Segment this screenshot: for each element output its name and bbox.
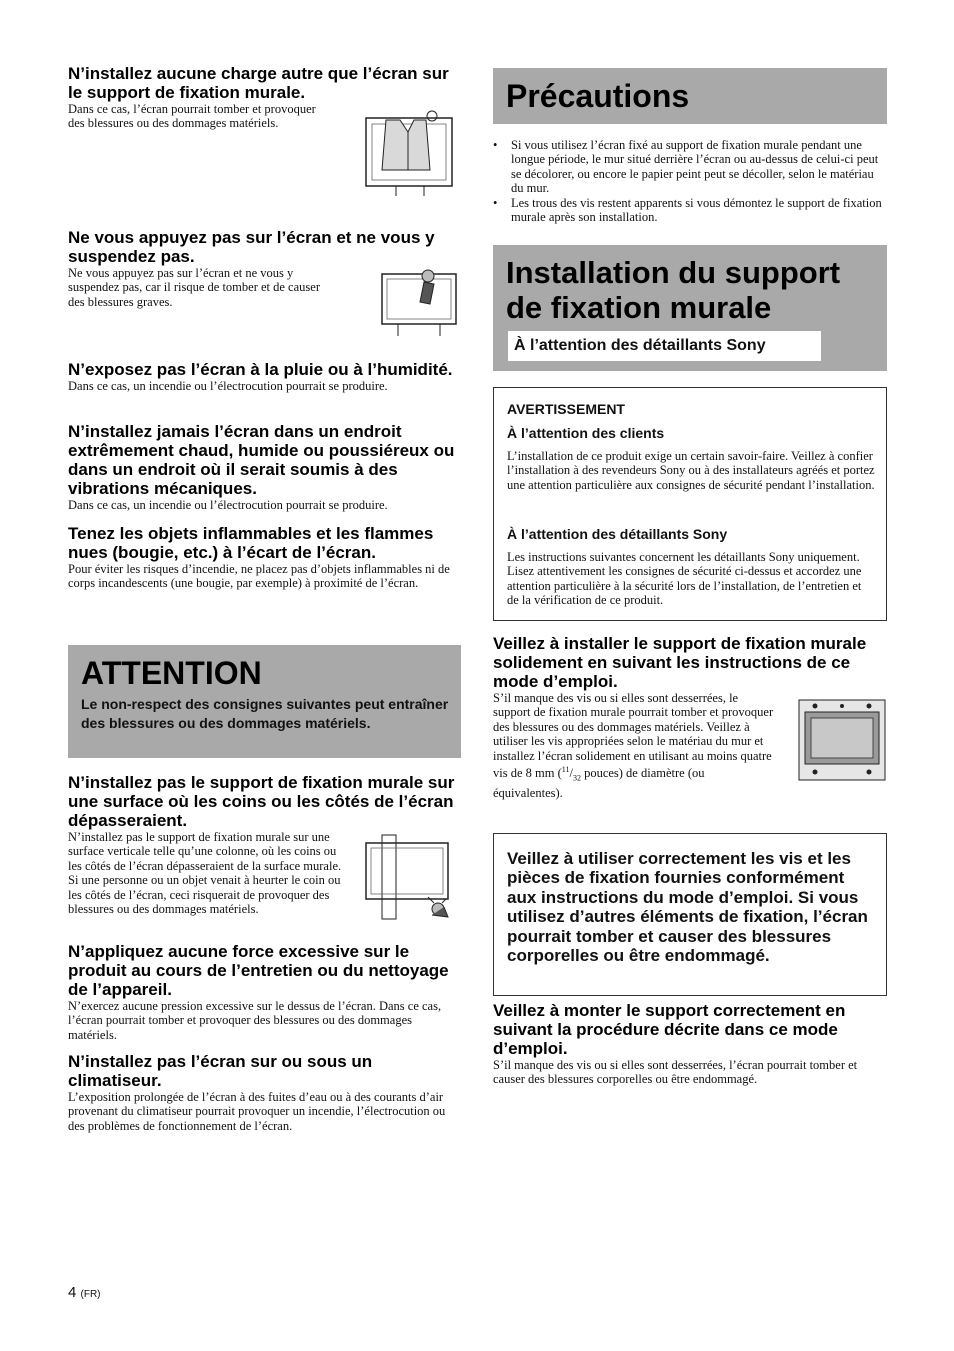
section-body: Dans ce cas, l’écran pourrait tomber et provoquer des blessures ou des dommages matériels. bbox=[68, 102, 316, 131]
section-title: Veillez à installer le support de fixation murale solidement en suivant les instructions de ce mode d’emploi. bbox=[493, 634, 867, 691]
clients-title: À l’attention des clients bbox=[507, 425, 665, 441]
section-body: Pour éviter les risques d’incendie, ne placez pas d’objets inflammables ni de corps incandescents (une bougie, par exemple) à proximité de l’écran. bbox=[68, 562, 450, 591]
section-title: N’exposez pas l’écran à la pluie ou à l’humidité. bbox=[68, 360, 453, 379]
section-title: Ne vous appuyez pas sur l’écran et ne vous y suspendez pas. bbox=[68, 228, 435, 266]
fraction-denominator: 32 bbox=[572, 773, 581, 783]
installation-header bbox=[493, 245, 887, 371]
section-flammable bbox=[68, 524, 460, 591]
corner-collision-illustration bbox=[362, 833, 460, 921]
precautions-title: Précautions bbox=[506, 78, 690, 114]
fraction: $^{11}/_{32}$ bbox=[561, 765, 581, 783]
section-no-overhang bbox=[68, 773, 460, 916]
section-rain bbox=[68, 360, 460, 393]
section-body bbox=[493, 691, 775, 801]
dealers-body: Les instructions suivantes concernent les détaillants Sony uniquement. Lisez attentivement les consignes de sécurité ci-dessus et accordez une attention particulière à la sécurité lors de l’installation, de l’entretien et de la vérification de ce produit. bbox=[507, 550, 862, 608]
section-secure-install bbox=[493, 634, 887, 801]
list-item: • Si vous utilisez l’écran fixé au support de fixation murale pendant une longue période, le mur situé derrière l’écran ou au-dessus de celui-ci peut se décolorer, ou encore le papier peint peut se décoller, selon le matériau du mur. bbox=[493, 138, 887, 196]
clients-body: L’installation de ce produit exige un certain savoir-faire. Veillez à confier l’installation à des revendeurs Sony ou à des installateurs agréés et portez une attention particulière aux consignes de sécurité pendant l’installation. bbox=[507, 449, 875, 492]
section-title: N’installez jamais l’écran dans un endroit extrêmement chaud, humide ou poussiéreux ou dans un endroit où il serait soumis à des vibrations mécaniques. bbox=[68, 422, 455, 498]
section-body: Dans ce cas, un incendie ou l’électrocution pourrait se produire. bbox=[68, 379, 388, 393]
section-body: Ne vous appuyez pas sur l’écran et ne vous y suspendez pas, car il risque de tomber et de causer des blessures graves. bbox=[68, 266, 320, 309]
attention-box bbox=[68, 645, 461, 758]
section-title: N’installez aucune charge autre que l’écran sur le support de fixation murale. bbox=[68, 64, 449, 102]
notice-box bbox=[493, 833, 887, 996]
list-item: • Les trous des vis restent apparents si vous démontez le support de fixation murale après son installation. bbox=[493, 196, 887, 225]
section-body: N’installez pas le support de fixation murale sur une surface verticale telle qu’une colonne, où les coins ou les côtés de l’écran dépasseraient de la surface murale. Si une personne ou un objet venait à heurter le coin ou les côtés de l’écran, ceci risquerait de provoquer des blessures ou des dommages matériels. bbox=[68, 830, 342, 917]
installation-title-line2: de fixation murale bbox=[506, 290, 772, 325]
page-number-value: 4 bbox=[68, 1284, 77, 1301]
language-code: (FR) bbox=[80, 1289, 101, 1300]
section-body-part: S’il manque des vis ou si elles sont desserrées, le support de fixation murale pourrait tomber et provoquer des blessures ou des dommages matériels. Veillez à utiliser les vis appropriées selon le matériau du mur et installez l’écran solidement en utilisant au moins quatre vis de 8 mm ( bbox=[493, 691, 774, 781]
section-title: N’appliquez aucune force excessive sur le produit au cours de l’entretien ou du nettoyage de l’appareil. bbox=[68, 942, 449, 999]
attention-title: ATTENTION bbox=[81, 655, 262, 691]
warning-heading: AVERTISSEMENT bbox=[507, 401, 625, 417]
section-body: Dans ce cas, un incendie ou l’électrocution pourrait se produire. bbox=[68, 498, 388, 512]
section-body: L’exposition prolongée de l’écran à des fuites d’eau ou à des courants d’air provenant du climatiseur pourrait provoquer un incendie, l’électrocution ou des problèmes de fonctionnement de l’écran. bbox=[68, 1090, 446, 1133]
section-no-load bbox=[68, 64, 460, 131]
section-body: S’il manque des vis ou si elles sont desserrées, l’écran pourrait tomber et causer des blessures corporelles ou être endommagé. bbox=[493, 1058, 858, 1087]
coat-on-screen-illustration bbox=[356, 110, 460, 198]
precautions-header bbox=[493, 68, 887, 124]
section-title: N’installez pas le support de fixation murale sur une surface où les coins ou les côtés de l’écran dépasseraient. bbox=[68, 773, 455, 830]
section-title: N’installez pas l’écran sur ou sous un climatiseur. bbox=[68, 1052, 373, 1090]
warning-box bbox=[493, 387, 887, 621]
precautions-list-wrapper bbox=[493, 138, 887, 224]
installation-title-line1: Installation du support bbox=[506, 255, 841, 290]
section-air-conditioner bbox=[68, 1052, 460, 1133]
section-body-part: pouces) de diamètre (ou équivalentes). bbox=[493, 766, 705, 801]
notice-text: Veillez à utiliser correctement les vis et les pièces de fixation fournies conformément aux instructions du mode d’emploi. Si vous utilisez d’autres éléments de fixation, l’écran pourrait tomber et causer des blessures corporelles ou être endommagé. bbox=[507, 849, 868, 966]
section-no-lean bbox=[68, 228, 460, 309]
section-mount-correctly bbox=[493, 1001, 887, 1087]
section-environment bbox=[68, 422, 460, 512]
fraction-numerator: 11 bbox=[561, 765, 570, 775]
section-title: Tenez les objets inflammables et les flammes nues (bougie, etc.) à l’écart de l’écran. bbox=[68, 524, 434, 562]
section-title: Veillez à monter le support correctement en suivant la procédure décrite dans ce mode d’emploi. bbox=[493, 1001, 846, 1058]
dealers-title: À l’attention des détaillants Sony bbox=[507, 526, 728, 542]
dealers-tag: À l’attention des détaillants Sony bbox=[508, 331, 821, 361]
page-number bbox=[68, 1284, 101, 1301]
attention-subtitle: Le non-respect des consignes suivantes peut entraîner des blessures ou des dommages matériels. bbox=[81, 696, 449, 731]
person-hanging-illustration bbox=[378, 268, 460, 338]
section-no-force bbox=[68, 942, 460, 1042]
precautions-list bbox=[493, 138, 887, 224]
section-body: N’exercez aucune pression excessive sur le dessus de l’écran. Dans ce cas, l’écran pourrait tomber et provoquer des blessures ou des dommages matériels. bbox=[68, 999, 442, 1042]
wall-bracket-illustration bbox=[797, 698, 887, 782]
